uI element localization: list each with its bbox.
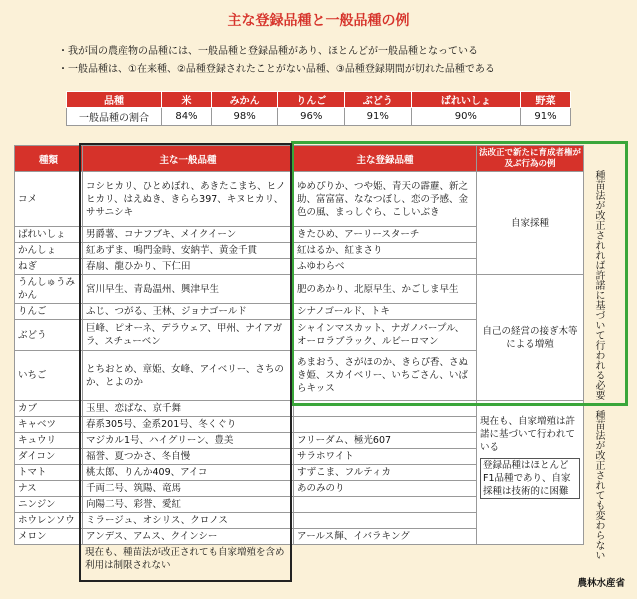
- general-cell: マジカル1号、ハイグリーン、豊美: [83, 433, 294, 449]
- percentage-value: 91%: [345, 108, 412, 126]
- lower-acts-cell: [477, 401, 584, 545]
- percentage-header-label: 品種: [67, 92, 162, 108]
- registered-cell: [294, 417, 477, 433]
- act-self-harvest: 自家採種: [477, 172, 584, 275]
- registered-cell: サラホワイト: [294, 449, 477, 465]
- footnote: 現在も、種苗法が改正されても自家増殖を含め利用は制限されない: [85, 547, 285, 571]
- percentage-table: [66, 91, 571, 126]
- registered-cell: [294, 513, 477, 529]
- registered-cell: 肥のあかり、北原早生、かごしま早生: [294, 275, 477, 304]
- crop-header: 野菜: [521, 92, 571, 108]
- registered-cell: きたひめ、アーリースターチ: [294, 227, 477, 243]
- kind-cell: ダイコン: [15, 449, 83, 465]
- crop-header: 米: [162, 92, 212, 108]
- registered-cell: ふゆわらべ: [294, 259, 477, 275]
- act-lower-2: 登録品種はほとんどF1品種であり、自家採種は技術的に困難: [480, 458, 580, 499]
- general-cell: 巨峰、ピオーネ、デラウェア、甲州、ナイアガラ、スチューベン: [83, 320, 294, 351]
- kind-cell: ばれいしょ: [15, 227, 83, 243]
- general-cell: 春系305号、金系201号、冬くぐり: [83, 417, 294, 433]
- registered-cell: アールス輝、イバラキング: [294, 529, 477, 545]
- kind-cell: いちご: [15, 351, 83, 401]
- kind-cell: トマト: [15, 465, 83, 481]
- kind-cell: かんしょ: [15, 243, 83, 259]
- registered-cell: すずこま、フルティカ: [294, 465, 477, 481]
- general-cell: 宮川早生、青島温州、興津早生: [83, 275, 294, 304]
- kind-cell: ナス: [15, 481, 83, 497]
- kind-cell: ホウレンソウ: [15, 513, 83, 529]
- general-cell: 男爵薯、コナフブキ、メイクイーン: [83, 227, 294, 243]
- header-general: 主な一般品種: [83, 146, 294, 172]
- general-cell: ふじ、つがる、王林、ジョナゴールド: [83, 304, 294, 320]
- kind-cell: ニンジン: [15, 497, 83, 513]
- kind-cell: キャベツ: [15, 417, 83, 433]
- kind-cell: カブ: [15, 401, 83, 417]
- kind-cell: ねぎ: [15, 259, 83, 275]
- percentage-value: 84%: [162, 108, 212, 126]
- kind-cell: うんしゅうみかん: [15, 275, 83, 304]
- side-note-lower: 種苗法が改正されても変わらない: [593, 410, 604, 560]
- percentage-value: 91%: [521, 108, 571, 126]
- percentage-value: 90%: [411, 108, 521, 126]
- general-cell: 福誉、夏つかさ、冬自慢: [83, 449, 294, 465]
- kind-cell: キュウリ: [15, 433, 83, 449]
- note-2: ・一般品種は、①在来種、②品種登録されたことがない品種、③品種登録期間が切れた品種である: [58, 64, 495, 75]
- crop-header: みかん: [211, 92, 278, 108]
- percentage-row-label: 一般品種の割合: [67, 108, 162, 126]
- percentage-value: 98%: [211, 108, 278, 126]
- crop-header: ぶどう: [345, 92, 412, 108]
- side-note-upper: 種苗法が改正されれば許諾に基づいて行われる必要: [593, 170, 604, 400]
- registered-cell: シナノゴールド、トキ: [294, 304, 477, 320]
- kind-cell: コメ: [15, 172, 83, 227]
- general-cell: ミラージュ、オシリス、クロノス: [83, 513, 294, 529]
- header-kind: 種類: [15, 146, 83, 172]
- registered-cell: シャインマスカット、ナガノパープル、オーロラブラック、ルビーロマン: [294, 320, 477, 351]
- kind-cell: りんご: [15, 304, 83, 320]
- registered-cell: あまおう、さがほのか、きらぴ香、さぬき姫、スカイベリー、いちごさん、いばらキッス: [294, 351, 477, 401]
- general-cell: 桃太郎、りんか409、アイコ: [83, 465, 294, 481]
- registered-cell: [294, 497, 477, 513]
- header-new-acts: 法改正で新たに育成者権が及ぶ行為の例: [477, 146, 584, 172]
- registered-cell: フリーダム、極光607: [294, 433, 477, 449]
- kind-cell: ぶどう: [15, 320, 83, 351]
- general-cell: 紅あずま、鳴門金時、安納芋、黄金千貫: [83, 243, 294, 259]
- crop-header: りんご: [278, 92, 345, 108]
- page-title: 主な登録品種と一般品種の例: [227, 13, 410, 29]
- percentage-value: 96%: [278, 108, 345, 126]
- general-cell: 千両二号、筑陽、竜馬: [83, 481, 294, 497]
- crop-header: ばれいしょ: [411, 92, 521, 108]
- registered-cell: [294, 401, 477, 417]
- general-cell: 向陽二号、彩誉、愛紅: [83, 497, 294, 513]
- act-lower-1: 現在も、自家増殖は許諾に基づいて行われている: [480, 416, 576, 453]
- kind-cell: メロン: [15, 529, 83, 545]
- general-cell: アンデス、アムス、クインシー: [83, 529, 294, 545]
- general-cell: 玉里、恋ばな、京千舞: [83, 401, 294, 417]
- source-credit: 農林水産省: [577, 578, 625, 589]
- registered-cell: 紅はるか、紅まさり: [294, 243, 477, 259]
- general-cell: 春扇、龍ひかり、下仁田: [83, 259, 294, 275]
- registered-cell: ゆめぴりか、つや姫、青天の霹靂、新之助、富富富、ななつぼし、恋の予感、金色の風、まっしぐら、こしいぶき: [294, 172, 477, 227]
- general-cell: コシヒカリ、ひとめぼれ、あきたこまち、ヒノヒカリ、はえぬき、きらら397、キヌヒカリ、ササニシキ: [83, 172, 294, 227]
- registered-cell: あのみのり: [294, 481, 477, 497]
- header-registered: 主な登録品種: [294, 146, 477, 172]
- variety-table: [14, 145, 584, 545]
- general-cell: とちおとめ、章姫、女峰、アイベリー、さちのか、とよのか: [83, 351, 294, 401]
- act-grafting: 自己の経営の接ぎ木等による増殖: [477, 275, 584, 401]
- note-1: ・我が国の農産物の品種には、一般品種と登録品種があり、ほとんどが一般品種となっている: [58, 46, 478, 57]
